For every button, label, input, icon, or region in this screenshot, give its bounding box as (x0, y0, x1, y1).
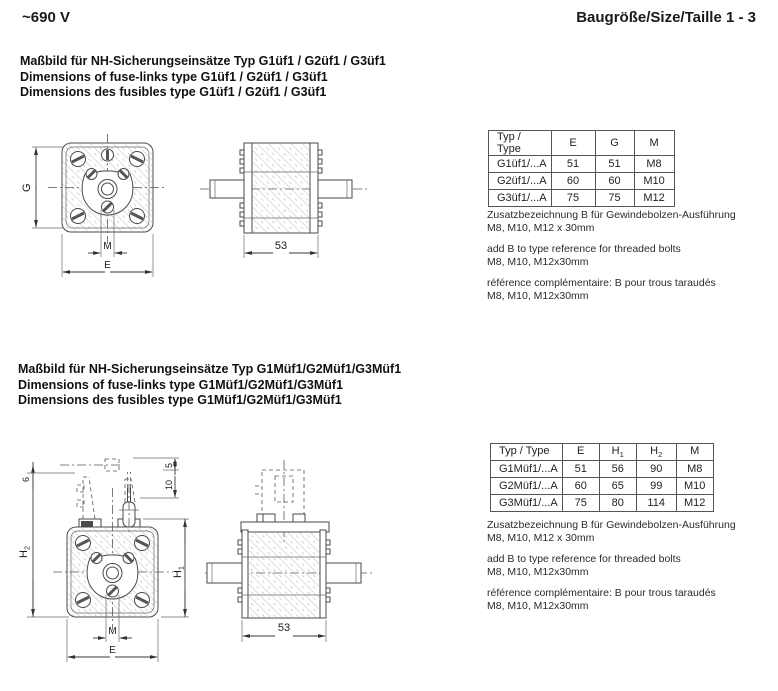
table-header-row (491, 444, 714, 461)
cell-h2: 99 (636, 478, 676, 495)
col-header-h2: $H_2$ (636, 444, 676, 461)
note-line: add B to type reference for threaded bolts (487, 553, 681, 565)
note-line: référence complémentaire: B pour trous taraudés (487, 277, 716, 289)
table-row (489, 173, 675, 190)
cell-h1: 65 (599, 478, 636, 495)
cell-type: G1üf1/...A (489, 156, 552, 173)
top-screw (102, 149, 114, 161)
cell-h1: 56 (599, 461, 636, 478)
col-header-type: Typ / Type (491, 444, 563, 461)
col-header-e: E (551, 131, 595, 156)
note-de (487, 209, 778, 235)
cell-g: 75 (595, 190, 634, 207)
cell-m: M12 (634, 190, 674, 207)
note-fr (487, 277, 778, 303)
dimensions-table-1 (488, 130, 675, 207)
cell-type: G3üf1/...A (489, 190, 552, 207)
cell-e: 75 (562, 495, 599, 512)
cell-type: G3Müf1/...A (491, 495, 563, 512)
note-line: M8, M10, M12x30mm (487, 566, 589, 578)
notes-section-1 (487, 209, 778, 311)
page-title-size: Baugröße/Size/Taille 1 - 3 (576, 9, 756, 26)
cell-type: G2Müf1/...A (491, 478, 563, 495)
cell-e: 51 (562, 461, 599, 478)
svg-text:6: 6 (21, 476, 31, 482)
dimensions-table-2 (490, 443, 714, 512)
col-header-m: M (634, 131, 674, 156)
dimension-53 (244, 235, 318, 258)
cell-m: M10 (634, 173, 674, 190)
cell-m: M8 (676, 461, 713, 478)
note-line: M8, M10, M12 x 30mm (487, 222, 595, 234)
note-line: Zusatzbezeichnung B für Gewindebolzen-Ausführung (487, 519, 736, 531)
notes-section-2 (487, 519, 778, 621)
svg-text:E: E (109, 645, 116, 656)
dimension-53 (242, 620, 326, 642)
fuse-side-view-drawing-2 (205, 430, 380, 690)
table-row (491, 461, 714, 478)
table-row (491, 495, 714, 512)
section1-heading-en: Dimensions of fuse-links type G1üf1 / G2üf1 / G3üf1 (20, 69, 328, 84)
svg-text:E: E (104, 260, 111, 271)
note-fr (487, 587, 778, 613)
center-hole (103, 564, 122, 583)
svg-text:H1: $H_1$ (172, 566, 186, 578)
note-line: référence complémentaire: B pour trous taraudés (487, 587, 716, 599)
dimension-5-and-10 (133, 458, 179, 498)
cell-h1: 80 (599, 495, 636, 512)
cell-g: 51 (595, 156, 634, 173)
section2-heading (18, 362, 401, 409)
svg-text:5: 5 (164, 462, 174, 468)
section2-heading-de: Maßbild für NH-Sicherungseinsätze Typ G1Müf1/G2Müf1/G3Müf1 (18, 362, 402, 376)
dimension-G (21, 147, 64, 228)
ceramic-body (248, 532, 320, 618)
top-caps (79, 484, 140, 532)
col-header-type: Typ / Type (489, 131, 552, 156)
note-line: M8, M10, M12x30mm (487, 256, 589, 268)
svg-text:H2: $H_2$ (18, 546, 32, 558)
note-line: M8, M10, M12 x 30mm (487, 532, 595, 544)
cell-e: 51 (551, 156, 595, 173)
voltage-rating: ~690 V (22, 9, 70, 26)
col-header-h1: $H_1$ (599, 444, 636, 461)
table-row (489, 190, 675, 207)
ceramic-body (252, 143, 310, 233)
note-de (487, 519, 778, 545)
col-header-g: G (595, 131, 634, 156)
cell-type: G2üf1/...A (489, 173, 552, 190)
fuse-front-view-drawing-2 (15, 430, 200, 690)
note-line: M8, M10, M12x30mm (487, 290, 589, 302)
table-header-row (489, 131, 675, 156)
striker-housing (255, 470, 305, 522)
cell-e: 60 (562, 478, 599, 495)
fuse-side-view-drawing-1 (198, 110, 373, 300)
section1-heading-de: Maßbild für NH-Sicherungseinsätze Typ G1üf1 / G2üf1 / G3üf1 (20, 54, 386, 68)
cell-g: 60 (595, 173, 634, 190)
cell-e: 75 (551, 190, 595, 207)
cell-h2: 90 (636, 461, 676, 478)
note-line: Zusatzbezeichnung B für Gewindebolzen-Ausführung (487, 209, 736, 221)
section1-heading-fr: Dimensions des fusibles type G1üf1 / G2üf1 / G3üf1 (20, 85, 327, 99)
note-en (487, 553, 778, 579)
section2-heading-en: Dimensions of fuse-links type G1Müf1/G2Müf1/G3Müf1 (18, 377, 344, 392)
svg-text:53: 53 (274, 240, 288, 252)
note-line: M8, M10, M12x30mm (487, 600, 589, 612)
center-hole (98, 180, 117, 199)
note-en (487, 243, 778, 269)
table-row (489, 156, 675, 173)
cell-m: M8 (634, 156, 674, 173)
svg-text:M: M (103, 241, 112, 252)
cell-type: G1Müf1/...A (491, 461, 563, 478)
col-header-m: M (676, 444, 713, 461)
table-row (491, 478, 714, 495)
fuse-front-view-drawing-1 (20, 110, 195, 300)
cell-e: 60 (551, 173, 595, 190)
svg-text:10: 10 (164, 479, 174, 490)
cell-h2: 114 (636, 495, 676, 512)
svg-text:M: M (108, 626, 117, 637)
col-header-e: E (562, 444, 599, 461)
section1-heading (20, 54, 386, 101)
cell-m: M10 (676, 478, 713, 495)
svg-text:53: 53 (277, 622, 291, 634)
cell-m: M12 (676, 495, 713, 512)
section2-heading-fr: Dimensions des fusibles type G1Müf1/G2Müf1/G3Müf1 (18, 393, 342, 407)
note-line: add B to type reference for threaded bolts (487, 243, 681, 255)
svg-text:G: G (21, 183, 33, 192)
dimension-H2-and-6 (18, 462, 75, 617)
